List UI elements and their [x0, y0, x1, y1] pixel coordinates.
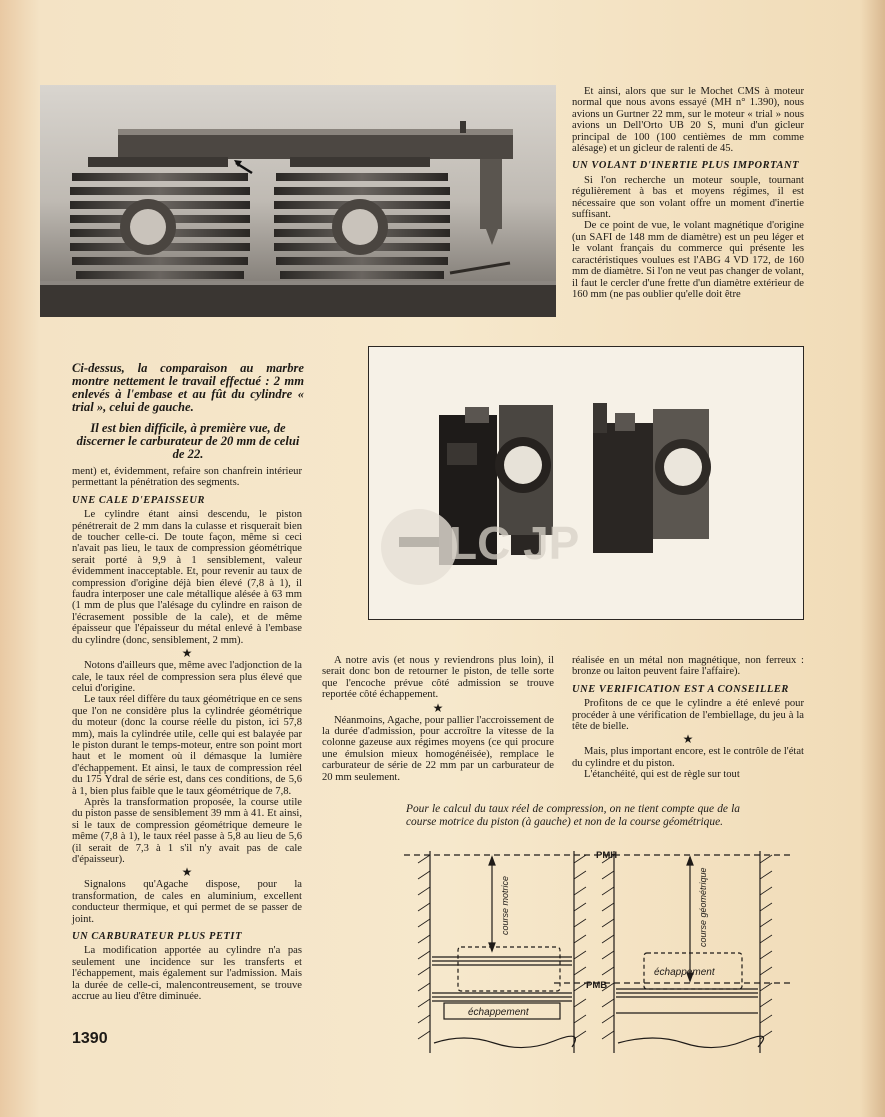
heading-carburateur: UN CARBURATEUR PLUS PETIT — [72, 931, 243, 943]
left-para-3: Notons d'ailleurs que, même avec l'adjonction de la cale, le taux réel de compression sera plus élevé que celui d'origine. — [72, 660, 302, 694]
top-right-para-2: Si l'on recherche un moteur souple, tournant régulièrement à bas et moyens régimes, il est nécessaire que son volant offre un moment d'inertie suffisant. — [572, 174, 804, 221]
left-para-4: Le taux réel diffère du taux géométrique en ce sens que l'on ne considère plus la cylindrée géométrique du moteur (donc la course réelle du piston, ici 57,8 mm), mais la cylindrée utile, celle qui est balayée par le piston durant le temps-moteur, entre son point mort haut et le moment où il démasque la lumière d'échappement. Et ainsi, le taux de compression réel du 175 Ydral de série est, dans ces conditions, de 5,6 à 1, bien plus faible que le taux géométrique de 7,8. — [72, 694, 302, 797]
star-divider: ★ — [682, 732, 694, 747]
cylinders-photo-image — [40, 85, 556, 317]
cylinders-photo — [40, 85, 556, 317]
photo-caption-para-2: Il est bien difficile, à première vue, de discerner le carburateur de 20 mm de celui de 22. — [76, 421, 300, 461]
figure-caption: Pour le calcul du taux réel de compression, on ne tient compte que de la course motrice du piston (à gauche) et non de la course géométrique. — [406, 803, 740, 828]
left-para-1: ment) et, évidemment, refaire son chanfrein intérieur permettant la pénétration des segments. — [72, 466, 302, 489]
right-para-3: Mais, plus important encore, est le contrôle de l'état du cylindre et du piston. — [572, 746, 804, 769]
photo-caption — [72, 362, 304, 469]
label-course-geometrique: course géométrique — [698, 867, 708, 947]
photo-caption-para-1: Ci-dessus, la comparaison au marbre montre nettement le travail effectué : 2 mm enlevés à l'embase et au fût du cylindre « trial », celui de gauche. — [72, 361, 304, 414]
heading-verification: UNE VERIFICATION EST A CONSEILLER — [572, 683, 789, 695]
top-right-para-3: De ce point de vue, le volant magnétique d'origine (un SAFI de 148 mm de diamètre) est un peu léger et le volant français du commerce qui présente les caractéristiques voulues est l'ABG 4 VD 172, de 160 mm de diamètre. Si l'on ne veut pas changer de volant, il faut le cercler d'une frette d'un diamètre extérieur de 160 mm (ne pas oublier qu'elle doit être — [572, 220, 804, 300]
star-divider: ★ — [181, 646, 193, 661]
middle-column — [322, 655, 554, 783]
top-right-column — [572, 86, 804, 300]
heading-volant: UN VOLANT D'INERTIE PLUS IMPORTANT — [572, 160, 800, 172]
right-para-1: réalisée en un métal non magnétique, non ferreux : bronze ou laiton peuvent faire l'affaire). — [572, 655, 804, 678]
top-right-para-1: Et ainsi, alors que sur le Mochet CMS à moteur normal que nous avons essayé (MH n° 1.390), nous avions un Gurtner 22 mm, sur le moteur « trial » nous avions un Dell'Orto UB 20 S, muni d'un gicleur principal de 100 (100 centièmes de mm comme alésage) et un gicleur de ralenti de 45. — [572, 86, 804, 155]
label-course-motrice: course motrice — [500, 875, 510, 935]
star-divider: ★ — [432, 700, 444, 715]
carburettor-photo — [368, 346, 804, 620]
right-para-2: Profitons de ce que le cylindre a été enlevé pour procéder à une vérification de l'embiellage, du jeu à la tête de bielle. — [572, 698, 804, 733]
left-para-6: Signalons qu'Agache dispose, pour la transformation, de cales en aluminium, excellent conducteur thermique, et qui permet de se passer de joint. — [72, 879, 302, 925]
right-column — [572, 655, 804, 781]
piston-diagram — [404, 843, 794, 1073]
label-pmh: PMH — [596, 850, 618, 861]
page-number: 1390 — [72, 1030, 108, 1047]
mid-para-1: A notre avis (et nous y reviendrons plus loin), il serait donc bon de retourner le piston, de telle sorte que l'encoche prévue côté admission se trouve reportée côté échappement. — [322, 655, 554, 701]
left-piston-rings — [432, 957, 572, 1001]
left-piston-top — [458, 947, 560, 991]
watermark: LC JP — [449, 517, 580, 569]
label-echappement-left: échappement — [468, 1007, 529, 1018]
label-pmb: PMB — [586, 980, 608, 991]
heading-cale: UNE CALE D'EPAISSEUR — [72, 494, 206, 506]
left-para-2: Le cylindre étant ainsi descendu, le piston pénétrerait de 2 mm dans la culasse et risquerait bien de toucher celle-ci. De toute façon, même si ceci n'avait pas lieu, le taux de compression géométrique serait porté à 9,9 à 1 sensiblement, valeur évidemment inacceptable. Et, pour revenir au taux de compression d'origine déjà bien élevé (7,8 à 1), il faudra interposer une cale métallique alésée à 63 mm (1 mm de plus que l'alésage du cylindre en raison de l'écrasement possible de la cale), et de même épaisseur que l'épaisseur du métal enlevé à l'embase du cylindre (donc, sensiblement, 2 mm). — [72, 509, 302, 646]
star-divider: ★ — [181, 865, 193, 880]
label-echappement-right: échappement — [654, 967, 715, 978]
mid-para-2: Néanmoins, Agache, pour pallier l'accroissement de la durée d'admission, pour accroître la vitesse de la colonne gazeuse aux régimes moyens (ce qui procure une émulsion mieux homogénéisée), remplace le carburateur de série de 22 mm par un carburateur de 20 mm seulement. — [322, 714, 554, 783]
left-para-5: Après la transformation proposée, la course utile du piston passe de sensiblement 39 mm à 41. Et ainsi, si le taux de compression géométrique demeure le même (7,8 à 1), le taux réel passe à 5,8 au lieu de 5,6 (il serait de 7,3 à 1 s'il n'y avait pas de cale d'épaisseur). — [72, 796, 302, 865]
carburettor-photo-image — [369, 347, 803, 619]
right-para-4: L'étanchéité, qui est de règle sur tout — [584, 769, 740, 781]
right-piston-rings — [616, 989, 758, 1013]
right-bottom-curve — [618, 1036, 764, 1047]
left-bottom-curve — [434, 1036, 575, 1047]
left-column — [72, 466, 302, 1002]
left-para-7: La modification apportée au cylindre n'a pas seulement une incidence sur les transferts et l'échappement, mais également sur l'admission. Mais la durée de celle-ci, malencontreusement, se trouve accrue au lieu d'être diminuée. — [72, 945, 302, 1003]
